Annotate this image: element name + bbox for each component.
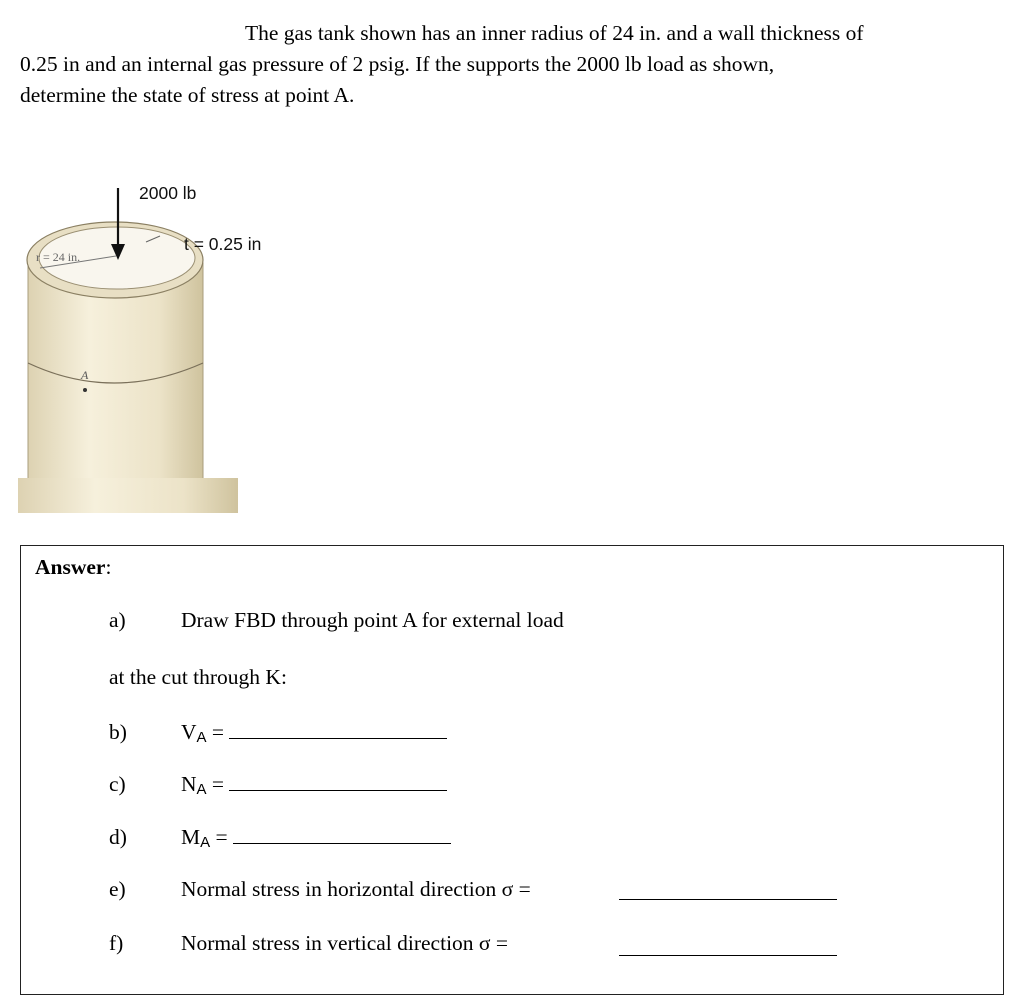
expr-b [181,720,447,745]
expr-c [181,772,447,797]
gas-tank-figure [18,178,298,513]
problem-line-1: The gas tank shown has an inner radius of 24 in. and a wall thickness of [245,21,864,45]
radius-label: r = 24 in. [36,250,81,264]
subscript-a: A [200,834,211,851]
symbol-v: V [181,720,197,744]
equals-c: = [211,772,225,796]
problem-statement [20,18,980,111]
text-f: Normal stress in vertical direction σ = [181,931,509,955]
equals-d: = [215,825,228,849]
subscript-a: A [196,781,207,798]
symbol-n: N [181,772,197,796]
answer-title-colon: : [105,555,112,579]
load-label: 2000 lb [139,183,197,203]
text-e: Normal stress in horizontal direction σ = [181,877,531,901]
thickness-label: t = 0.25 in [184,234,262,254]
answer-title-text: Answer [35,555,106,579]
label-e: e) [109,877,126,901]
point-a-label: A [81,368,89,382]
label-b: b) [109,720,127,744]
answer-title [35,555,111,580]
cut-text: at the cut through K: [109,665,287,689]
tank-base [18,478,238,513]
point-a-marker [83,388,87,392]
problem-line-3: determine the state of stress at point A. [20,83,355,107]
answer-box [20,545,1004,995]
label-a: a) [109,608,126,632]
label-f: f) [109,931,124,955]
tank-body [28,263,203,510]
problem-line-2: 0.25 in and an internal gas pressure of 2 psig. If the supports the 2000 lb load as shown, [20,52,775,76]
blank-e[interactable] [619,899,837,900]
expr-d [181,825,451,850]
label-d: d) [109,825,127,849]
label-c: c) [109,772,126,796]
blank-b[interactable] [229,720,447,739]
subscript-a: A [196,729,207,746]
blank-d[interactable] [233,825,451,844]
equals-b: = [211,720,225,744]
blank-c[interactable] [229,772,447,791]
gas-tank-illustration [18,178,298,513]
blank-f[interactable] [619,955,837,956]
text-a: Draw FBD through point A for external load [181,608,564,632]
symbol-m: M [181,825,201,849]
